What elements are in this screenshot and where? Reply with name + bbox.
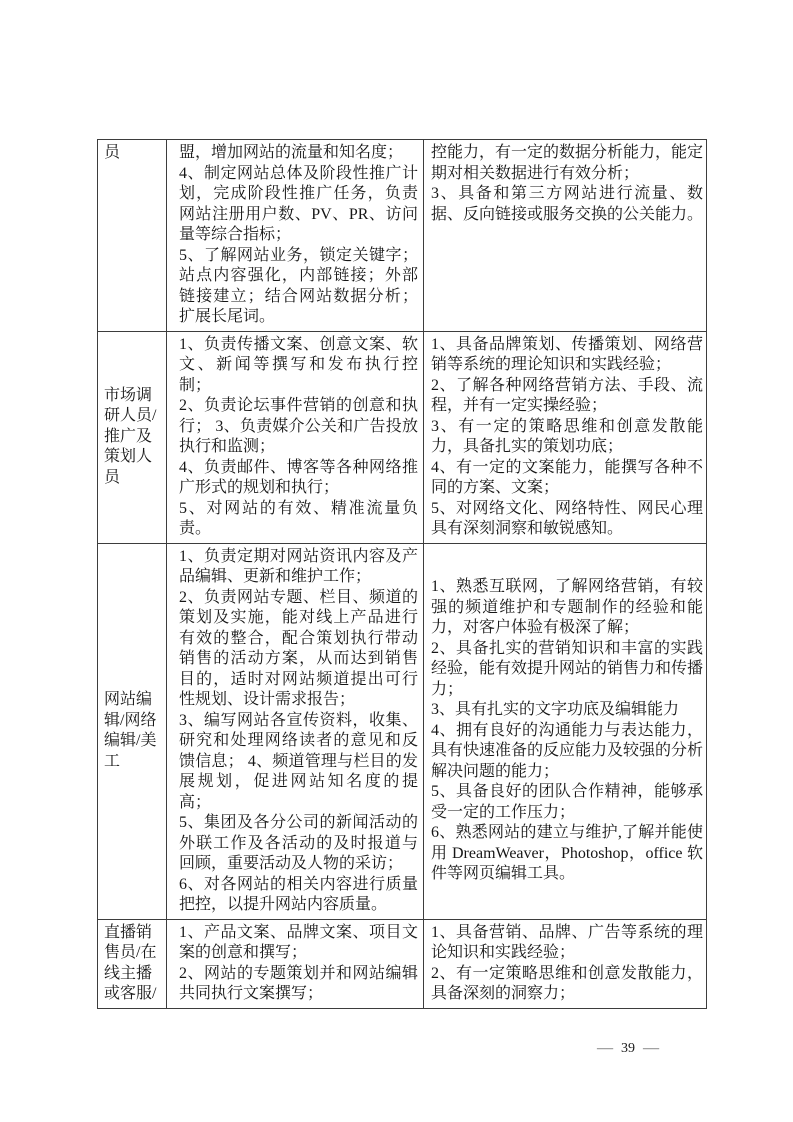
duty-item: 4、负责邮件、博客等各种网络推广形式的规划和执行； [179,458,418,496]
requirement-item: 4、有一定的文案能力，能撰写各种不同的方案、文案； [431,458,703,496]
role-label: 员 [104,144,121,161]
requirement-item: 2、有一定策略思维和创意发散能力，具备深刻的洞察力； [431,964,703,1002]
requirement-item: 1、熟悉互联网，了解网络营销，有较强的频道维护和专题制作的经验和能力，对客户体验有极深了解； [431,578,703,637]
job-requirements-table [97,139,707,1009]
duties-cell [167,919,424,1008]
duties-cell [167,331,424,543]
requirement-item: 3、具备和第三方网站进行流量、数据、反向链接或服务交换的公关能力。 [431,185,704,223]
requirement-item: 5、对网络文化、网络特性、网民心理具有深刻洞察和敏锐感知。 [431,499,703,537]
duty-item: 2、网站的专题策划并和网站编辑共同执行文案撰写； [179,964,418,1002]
table-row [98,919,707,1008]
requirements-cell [424,140,707,332]
requirement-item: 1、具备品牌策划、传播策划、网络营销等系统的理论知识和实践经验； [431,335,703,373]
page-number: 39 [621,1041,635,1056]
role-cell [98,331,167,543]
table-row [98,543,707,919]
table-row [98,331,707,543]
page-footer [598,1041,658,1057]
duty-item: 1、负责定期对网站资讯内容及产品编辑、更新和维护工作； [179,547,418,585]
duties-cell [167,543,424,919]
requirement-item: 控能力，有一定的数据分析能力，能定期对相关数据进行有效分析； [431,144,704,182]
role-cell [98,543,167,919]
requirements-cell [424,919,707,1008]
role-label: 直播销售员/在线主播或客服/ [104,923,157,1002]
requirement-item: 2、了解各种网络营销方法、手段、流程，并有一定实操经验； [431,376,703,414]
duty-item: 1、负责传播文案、创意文案、软文、新闻等撰写和发布执行控制； [179,335,418,394]
duty-item: 2、负责网站专题、栏目、频道的策划及实施，能对线上产品进行有效的整合，配合策划执行带动销售的活动方案，从而达到销售目的，适时对网站频道提出可行性规划、设计需求报告； [179,588,418,708]
role-label: 网站编辑/网络编辑/美工 [104,691,157,770]
requirement-item: 3、具有扎实的文字功底及编辑能力 [431,701,680,719]
requirement-item: 1、具备营销、品牌、广告等系统的理论知识和实践经验； [431,923,703,961]
duty-item: 盟，增加网站的流量和知名度； [179,144,404,161]
requirement-item: 3、有一定的策略思维和创意发散能力，具备扎实的策划功底； [431,417,703,455]
table-row [98,140,707,332]
requirements-cell [424,543,707,919]
role-cell [98,140,167,332]
duty-item: 3、编写网站各宣传资料，收集、研究和处理网络读者的意见和反馈信息； 4、频道管理与栏目的发展规划，促进网站知名度的提高； [179,711,418,811]
duty-item: 5、集团及各分公司的新闻活动的外联工作及各活动的及时报道与回顾，重要活动及人物的采访； [179,814,418,872]
duty-item: 5、对网站的有效、精准流量负责。 [179,499,418,537]
duty-item: 1、产品文案、品牌文案、项目文案的创意和撰写； [179,923,418,961]
role-label: 市场调研人员/推广及策划人员 [104,386,157,486]
requirement-item: 2、具备扎实的营销知识和丰富的实践经验，能有效提升网站的销售力和传播力； [431,639,704,698]
requirement-item: 4、拥有良好的沟通能力与表达能力，具有快速准备的反应能力及较强的分析解决问题的能力； [431,721,704,780]
duty-item: 6、对各网站的相关内容进行质量把控，以提升网站内容质量。 [179,875,418,913]
footer-dash-right: — [642,1041,660,1056]
duties-cell [167,140,424,332]
duty-item: 2、负责论坛事件营销的创意和执行； 3、负责媒介公关和广告投放执行和监测； [179,397,418,455]
duty-item: 4、制定网站总体及阶段性推广计划，完成阶段性推广任务，负责网站注册用户数、PV、PR、访问量等综合指标； [179,164,418,243]
duty-item: 5、了解网站业务，锁定关键字；站点内容强化，内部链接；外部链接建立；结合网站数据分析；扩展长尾词。 [179,246,418,325]
role-cell [98,919,167,1008]
requirement-item: 5、具备良好的团队合作精神，能够承受一定的工作压力； [431,783,703,821]
requirements-cell [424,331,707,543]
requirement-item: 6、熟悉网站的建立与维护,了解并能使用 DreamWeaver，Photoshop，office 软件等网页编辑工具。 [431,824,703,883]
footer-dash-left: — [596,1041,614,1056]
